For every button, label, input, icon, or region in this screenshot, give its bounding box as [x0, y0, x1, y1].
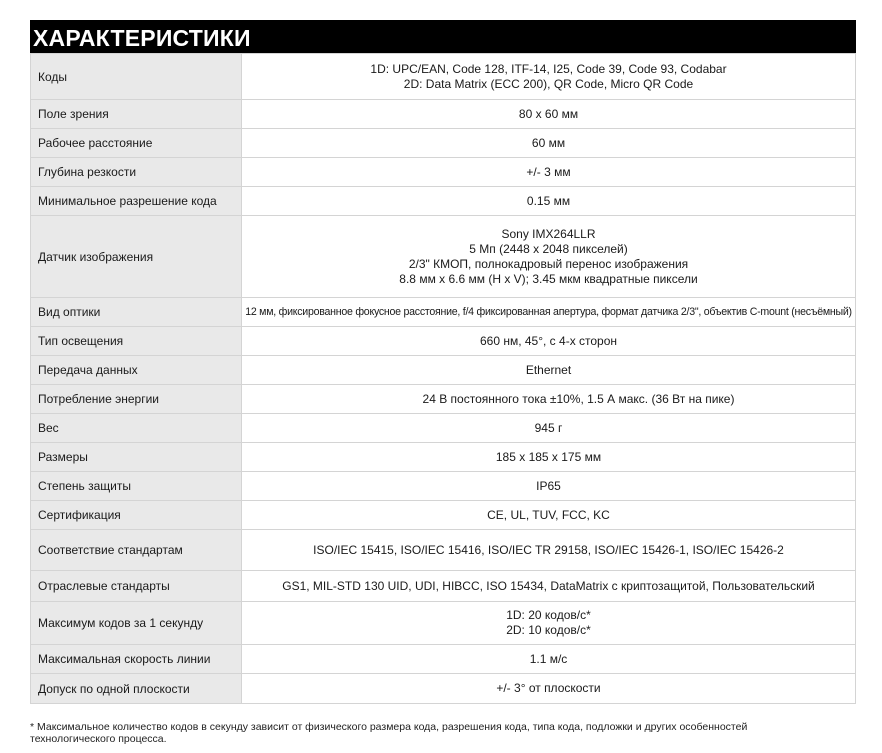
table-row	[31, 385, 856, 414]
table-row	[31, 356, 856, 385]
value-line: ISO/IEC 15415, ISO/IEC 15416, ISO/IEC TR 29158, ISO/IEC 15426-1, ISO/IEC 15426-2	[313, 542, 784, 557]
value-line: 60 мм	[531, 135, 566, 150]
row-label: Степень защиты	[31, 472, 242, 501]
table-row	[31, 158, 856, 187]
row-value	[242, 187, 856, 216]
table-row	[31, 100, 856, 129]
row-value	[242, 129, 856, 158]
value-line: 1.1 м/с	[529, 651, 568, 666]
value-line: GS1, MIL-STD 130 UID, UDI, HIBCC, ISO 15434, DataMatrix с криптозащитой, Пользовательский	[282, 578, 815, 593]
row-value	[242, 385, 856, 414]
value-line: 5 Мп (2448 x 2048 пикселей)	[469, 241, 628, 256]
value-line: 8.8 мм x 6.6 мм (H x V); 3.45 мкм квадратные пиксели	[399, 271, 698, 286]
value-line: Sony IMX264LLR	[501, 226, 596, 241]
row-value	[242, 216, 856, 298]
row-label: Глубина резкости	[31, 158, 242, 187]
row-label: Максимальная скорость линии	[31, 645, 242, 674]
value-line: 2D: 10 кодов/с*	[506, 623, 591, 637]
row-label: Коды	[31, 54, 242, 100]
row-label: Допуск по одной плоскости	[31, 674, 242, 704]
table-row	[31, 602, 856, 645]
table-row	[31, 501, 856, 530]
row-value	[242, 602, 856, 645]
table-row	[31, 216, 856, 298]
row-label: Рабочее расстояние	[31, 129, 242, 158]
row-label: Потребление энергии	[31, 385, 242, 414]
row-label: Сертификация	[31, 501, 242, 530]
row-value	[242, 472, 856, 501]
row-value	[242, 501, 856, 530]
value-line: 1D: UPC/EAN, Code 128, ITF-14, I25, Code 39, Code 93, Codabar	[370, 61, 727, 76]
row-label: Поле зрения	[31, 100, 242, 129]
value-line: +/- 3 мм	[526, 164, 571, 179]
table-row	[31, 298, 856, 327]
row-value	[242, 443, 856, 472]
table-row	[31, 472, 856, 501]
row-label: Передача данных	[31, 356, 242, 385]
row-label: Минимальное разрешение кода	[31, 187, 242, 216]
table-row	[31, 530, 856, 571]
row-value	[242, 530, 856, 571]
value-line: 0.15 мм	[526, 193, 571, 208]
value-line: 12 мм, фиксированное фокусное расстояние, f/4 фиксированная апертура, формат датчика 2/3", объектив C-mount (несъёмный)	[245, 305, 852, 318]
row-label: Датчик изображения	[31, 216, 242, 298]
value-line: +/- 3° от плоскости	[496, 681, 601, 695]
footnote	[30, 721, 830, 745]
row-value	[242, 158, 856, 187]
row-value	[242, 54, 856, 100]
row-value	[242, 674, 856, 704]
value-line: 945 г	[534, 420, 563, 435]
specifications-table	[30, 53, 856, 704]
value-line: CE, UL, TUV, FCC, KC	[487, 507, 610, 522]
row-value	[242, 327, 856, 356]
footnote-line: * Максимальное количество кодов в секунду зависит от физического размера кода, разрешения кода, типа кода, подложки и других особенностей	[30, 721, 748, 733]
row-label: Вид оптики	[31, 298, 242, 327]
table-row	[31, 674, 856, 704]
row-value	[242, 356, 856, 385]
value-line: IP65	[536, 478, 561, 493]
table-row	[31, 645, 856, 674]
row-label: Размеры	[31, 443, 242, 472]
table-row	[31, 327, 856, 356]
row-value	[242, 645, 856, 674]
row-label: Максимум кодов за 1 секунду	[31, 602, 242, 645]
table-row	[31, 571, 856, 602]
value-line: 1D: 20 кодов/с*	[506, 608, 591, 622]
value-line: 24 В постоянного тока ±10%, 1.5 А макс. (36 Вт на пике)	[422, 391, 735, 406]
row-value	[242, 298, 856, 327]
row-value	[242, 100, 856, 129]
value-line: 660 нм, 45°, с 4-х сторон	[479, 333, 618, 348]
row-value	[242, 414, 856, 443]
row-label: Вес	[31, 414, 242, 443]
page-title: ХАРАКТЕРИСТИКИ	[30, 20, 856, 53]
table-row	[31, 54, 856, 100]
row-label: Соответствие стандартам	[31, 530, 242, 571]
table-row	[31, 187, 856, 216]
value-line: Ethernet	[525, 362, 572, 377]
value-line: 2/3" КМОП, полнокадровый перенос изображения	[408, 256, 689, 271]
footnote-line: технологического процесса.	[30, 733, 167, 745]
row-label: Тип освещения	[31, 327, 242, 356]
table-row	[31, 414, 856, 443]
table-row	[31, 443, 856, 472]
value-line: 80 x 60 мм	[518, 106, 579, 121]
value-line: 2D: Data Matrix (ECC 200), QR Code, Micro QR Code	[403, 76, 694, 91]
row-label: Отраслевые стандарты	[31, 571, 242, 602]
table-row	[31, 129, 856, 158]
row-value	[242, 571, 856, 602]
value-line: 185 x 185 x 175 мм	[495, 449, 602, 464]
